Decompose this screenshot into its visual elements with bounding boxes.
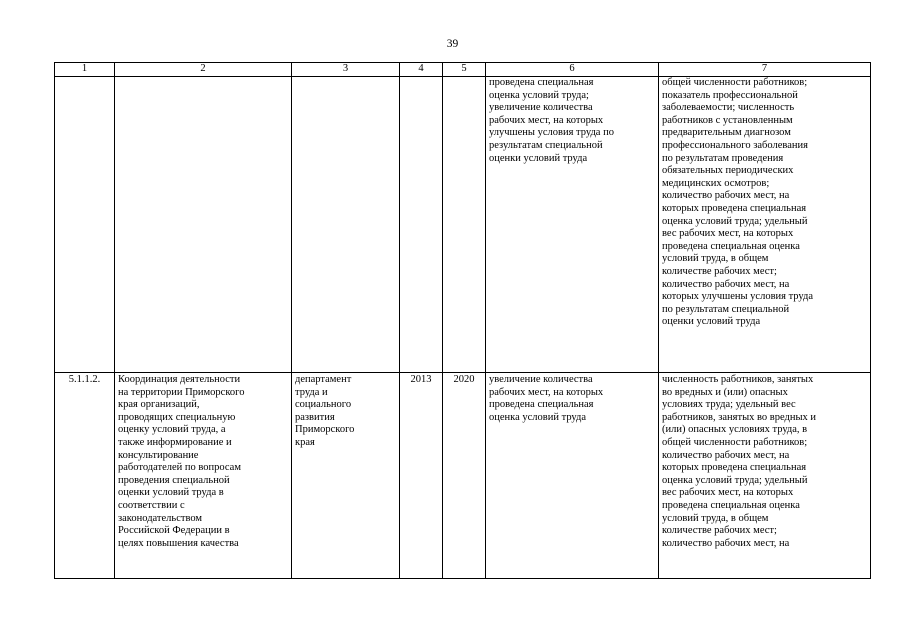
table-row	[55, 77, 871, 373]
table-row	[55, 373, 871, 579]
activity-name-cell: Координация деятельности на территории Приморского края организаций, проводящих специальную оценку условий труда, а также информирование и консультирование работодателей по вопросам проведения специальной оценки условий труда в соответствии с законодательством Российской Федерации в целях повышения качества	[115, 373, 292, 579]
end-year-cell	[443, 77, 486, 373]
executor-cell	[292, 77, 400, 373]
column-number-header: 5	[443, 63, 486, 77]
column-number-header: 2	[115, 63, 292, 77]
item-number-cell	[55, 77, 115, 373]
start-year-cell	[400, 77, 443, 373]
executor-cell: департамент труда и социального развития Приморского края	[292, 373, 400, 579]
column-number-header: 1	[55, 63, 115, 77]
start-year-cell: 2013	[400, 373, 443, 579]
column-number-header: 7	[659, 63, 871, 77]
expected-result-cell: проведена специальная оценка условий труда; увеличение количества рабочих мест, на которых улучшены условия труда по результатам специальной оценки условий труда	[486, 77, 659, 373]
expected-result-cell: увеличение количества рабочих мест, на которых проведена специальная оценка условий труда	[486, 373, 659, 579]
table-header-row	[55, 63, 871, 77]
page-number: 39	[446, 38, 459, 50]
item-number-cell: 5.1.1.2.	[55, 373, 115, 579]
indicator-cell: численность работников, занятых во вредных и (или) опасных условиях труда; удельный вес работников, занятых во вредных и (или) опасных условиях труда, в общей численности работников; количество рабочих мест, на которых проведена специальная оценка условий труда; удельный вес рабочих мест, на которых проведена специальная оценка условий труда, в общем количестве рабочих мест; количество рабочих мест, на	[659, 373, 871, 579]
activity-name-cell	[115, 77, 292, 373]
end-year-cell: 2020	[443, 373, 486, 579]
document-table	[54, 62, 871, 579]
column-number-header: 6	[486, 63, 659, 77]
column-number-header: 4	[400, 63, 443, 77]
indicator-cell: общей численности работников; показатель профессиональной заболеваемости; численность работников с установленным предварительным диагнозом профессионального заболевания по результатам проведения обязательных периодических медицинских осмотров; количество рабочих мест, на которых проведена специальная оценка условий труда; удельный вес рабочих мест, на которых проведена специальная оценка условий труда, в общем количестве рабочих мест; количество рабочих мест, на которых улучшены условия труда по результатам специальной оценки условий труда	[659, 77, 871, 373]
column-number-header: 3	[292, 63, 400, 77]
